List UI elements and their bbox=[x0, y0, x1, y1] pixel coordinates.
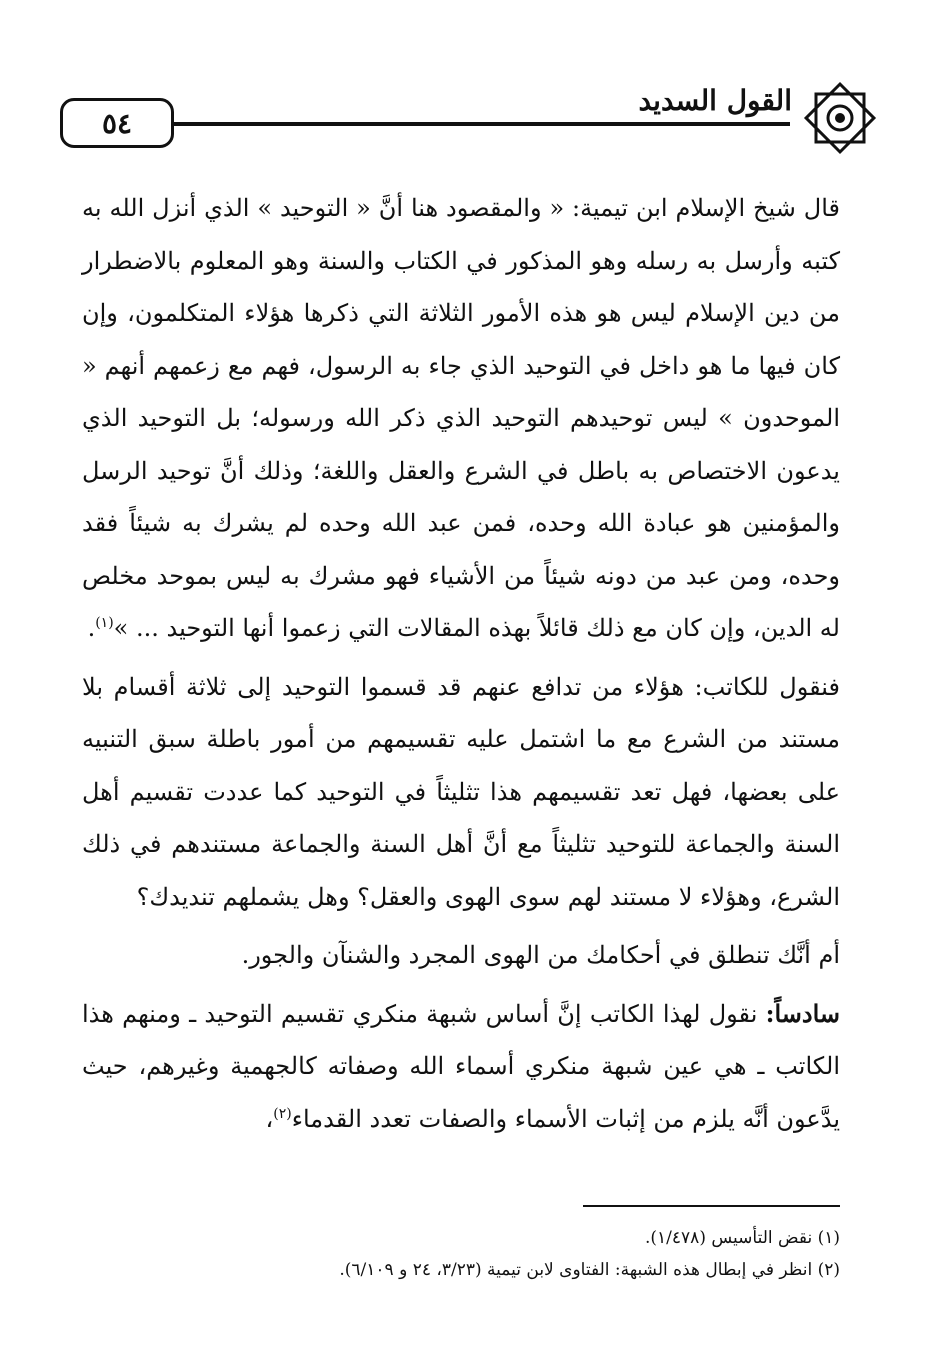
footnote-ref-1: (١) bbox=[95, 615, 114, 631]
footnote-1: (١) نقض التأسيس (١/٤٧٨). bbox=[645, 1228, 840, 1248]
star-ornament-icon bbox=[800, 78, 880, 158]
running-title: القول السديد bbox=[638, 84, 792, 117]
section-lead: سادساً: bbox=[765, 998, 840, 1028]
footnote-2: (٢) انظر في إبطال هذه الشبهة: الفتاوى لابن تيمية (٣/٢٣، ٢٤ و ٦/١٠٩). bbox=[339, 1260, 840, 1280]
paragraph-question: أم أنَّك تنطلق في أحكامك من الهوى المجرد والشنآن والجور. bbox=[241, 941, 840, 969]
header-rule bbox=[174, 122, 790, 126]
sixth-text: نقول لهذا الكاتب إنَّ أساس شبهة منكري تقسيم التوحيد ـ ومنهم هذا الكاتب ـ هي عين شبهة منكري أسماء الله وصفاته كالجهمية وغيرهم، حيث يدَّعون أنَّه يلزم من إثبات الأسماء والصفات تعدد القدماء bbox=[82, 999, 840, 1133]
main-text bbox=[82, 182, 840, 1145]
footnote-ref-2: (٢) bbox=[273, 1105, 292, 1122]
page-header bbox=[60, 82, 880, 152]
sixth-end: ، bbox=[265, 1104, 274, 1133]
paragraph-sixth bbox=[82, 988, 840, 1146]
paragraph-quote bbox=[82, 182, 840, 655]
quote-end: . bbox=[87, 614, 96, 642]
paragraph-response: فنقول للكاتب: هؤلاء من تدافع عنهم قد قسموا التوحيد إلى ثلاثة أقسام بلا مستند من الشرع مع ما اشتمل عليه تقسيمهم من أمور باطلة سبق التنبيه على بعضها، فهل تعد تقسيمهم هذا تثليثاً في التوحيد كما عددت تقسيم أهل السنة والجماعة للتوحيد تثليثاً مع أنَّ أهل السنة والجماعة مستندهم في ذلك الشرع، وهؤلاء لا مستند لهم سوى الهوى والعقل؟ وهل يشملهم تنديدك؟ bbox=[82, 672, 840, 911]
footnote-separator bbox=[583, 1205, 840, 1207]
footnotes bbox=[82, 1222, 840, 1286]
page-number: ٥٤ bbox=[60, 98, 174, 148]
quote-text: قال شيخ الإسلام ابن تيمية: « والمقصود هنا أنَّ « التوحيد » الذي أنزل الله به كتبه وأرسل به رسله وهو المذكور في الكتاب والسنة وهو المعلوم بالاضطرار من دين الإسلام ليس هو هذه الأمور الثلاثة التي ذكرها هؤلاء المتكلمون، وإن كان فيها ما هو داخل في التوحيد الذي جاء به الرسول، فهم مع زعمهم أنهم « الموحدون » ليس توحيدهم التوحيد الذي ذكر الله ورسوله؛ بل التوحيد الذي يدعون الاختصاص به باطل في الشرع والعقل واللغة؛ وذلك أنَّ توحيد الرسل والمؤمنين هو عبادة الله وحده، فمن عبد الله وحده لم يشرك به شيئاً فقد وحده، ومن عبد من دونه شيئاً من الأشياء فهو مشرك به ليس بموحد مخلص له الدين، وإن كان مع ذلك قائلاً بهذه المقالات التي زعموا أنها التوحيد ... » bbox=[82, 194, 840, 642]
